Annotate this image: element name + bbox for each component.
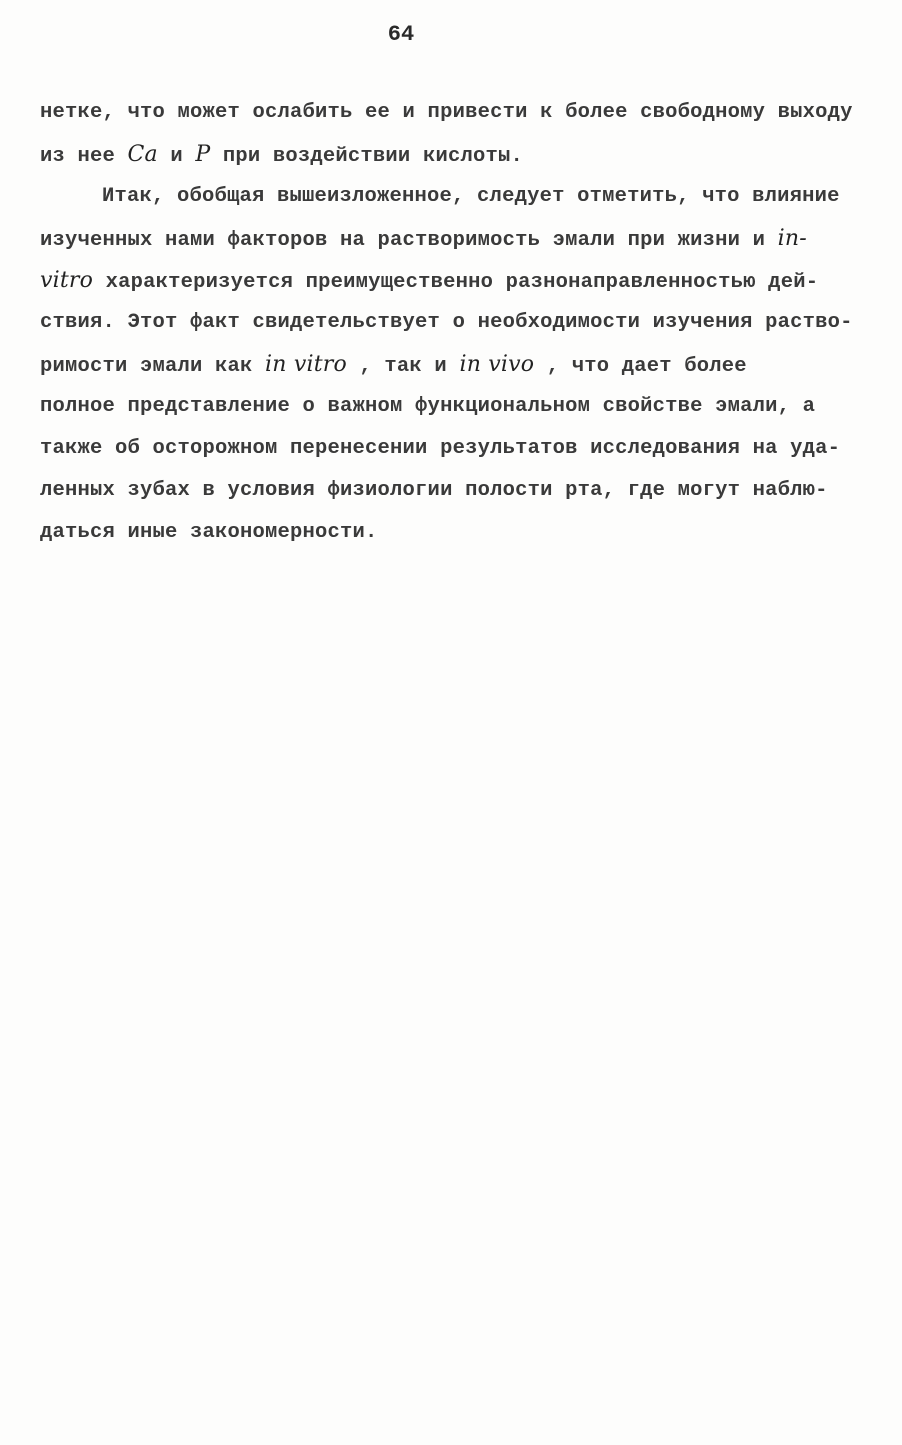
- text-line: даться иные закономерности.: [40, 521, 378, 544]
- handwritten-in: in-: [777, 226, 807, 251]
- text-fragment: и: [157, 145, 196, 168]
- handwritten-calcium: Ca: [127, 142, 158, 167]
- text-fragment: при воздействии кислоты.: [210, 145, 523, 168]
- text-fragment: характеризуется преимущественно разнонаправленностью дей-: [93, 271, 819, 294]
- handwritten-phosphorus: P: [195, 142, 211, 167]
- text-line: [40, 218, 876, 260]
- handwritten-vitro: vitro: [40, 268, 94, 293]
- body-text: [40, 92, 876, 554]
- text-fragment: , что дает более: [534, 355, 747, 378]
- text-line: [40, 260, 876, 302]
- text-fragment: из нее: [40, 145, 128, 168]
- text-fragment: , так и: [346, 355, 460, 378]
- handwritten-in-vivo: in vivo: [459, 352, 535, 377]
- handwritten-in-vitro: in vitro: [265, 352, 347, 377]
- text-line: также об осторожном перенесении результатов исследования на уда-: [40, 437, 841, 460]
- text-line: ствия. Этот факт свидетельствует о необходимости изучения раство-: [40, 311, 853, 334]
- text-line: [40, 344, 876, 386]
- text-line: ленных зубах в условия физиологии полости рта, где могут наблю-: [40, 479, 828, 502]
- text-line: Итак, обобщая вышеизложенное, следует отметить, что влияние: [102, 185, 840, 208]
- text-fragment: изученных нами факторов на растворимость эмали при жизни и: [40, 229, 778, 252]
- text-line: нетке, что может ослабить ее и привести к более свободному выходу: [40, 101, 853, 124]
- text-line: [40, 134, 876, 176]
- text-fragment: римости эмали как: [40, 355, 266, 378]
- page-number: 64: [387, 22, 415, 47]
- text-line: полное представление о важном функциональном свойстве эмали, а: [40, 395, 816, 418]
